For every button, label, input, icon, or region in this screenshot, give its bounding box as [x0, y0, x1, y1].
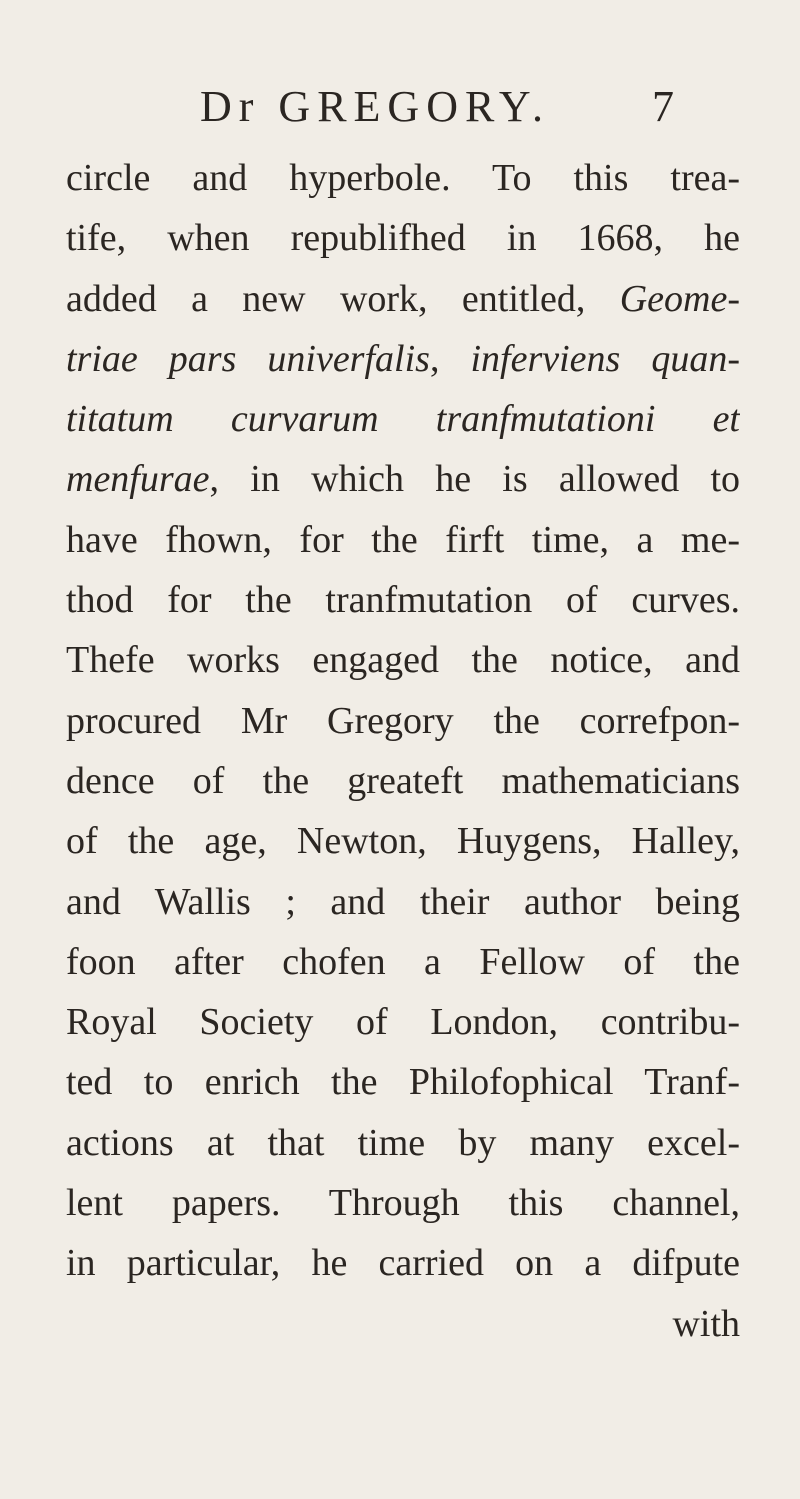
italic-title-segment: titatum curvarum tranfmutationi: [66, 398, 656, 441]
italic-title-segment: et: [712, 398, 740, 441]
running-head: [0, 82, 800, 132]
text-line: [66, 329, 740, 389]
page-number: 7: [652, 82, 674, 131]
text-line: foon after chofen a Fellow of the: [66, 940, 740, 983]
text-line: lent papers. Through this channel,: [66, 1182, 740, 1225]
italic-title-segment: inferviens quan-: [470, 337, 740, 380]
text-line: procured Mr Gregory the correfpon-: [66, 699, 740, 742]
text-line: tife, when republifhed in 1668, he: [66, 217, 740, 260]
text-line: Royal Society of London, contribu-: [66, 1001, 740, 1044]
text-line: have fhown, for the firft time, a me-: [66, 518, 740, 561]
text-line: dence of the greateft mathematicians: [66, 759, 740, 802]
text-line: ted to enrich the Philofophical Tranf-: [66, 1061, 740, 1104]
text-line: [66, 389, 740, 449]
text-line: thod for the tranfmutation of curves.: [66, 579, 740, 622]
text-line: circle and hyperbole. To this trea-: [66, 157, 740, 199]
body-text: [66, 148, 740, 1354]
text-line: in particular, he carried on a difpute: [66, 1242, 740, 1285]
text-segment: added a new work, entitled,: [66, 277, 620, 320]
running-title: Dr GREGORY.: [200, 82, 551, 131]
catchword: with: [672, 1302, 740, 1345]
italic-title-segment: menfurae: [66, 458, 210, 501]
text-line: [66, 269, 740, 329]
italic-title-segment: triae pars univerfalis: [66, 337, 430, 380]
text-segment: ,: [429, 337, 471, 380]
text-line: and Wallis ; and their author being: [66, 880, 740, 923]
text-segment: , in which he is allowed to: [209, 458, 740, 501]
text-line: [66, 449, 740, 509]
italic-title-segment: Geome-: [619, 277, 740, 320]
text-line: of the age, Newton, Huygens, Halley,: [66, 820, 740, 863]
text-line: Thefe works engaged the notice, and: [66, 639, 740, 682]
text-line: actions at that time by many excel-: [66, 1121, 740, 1164]
